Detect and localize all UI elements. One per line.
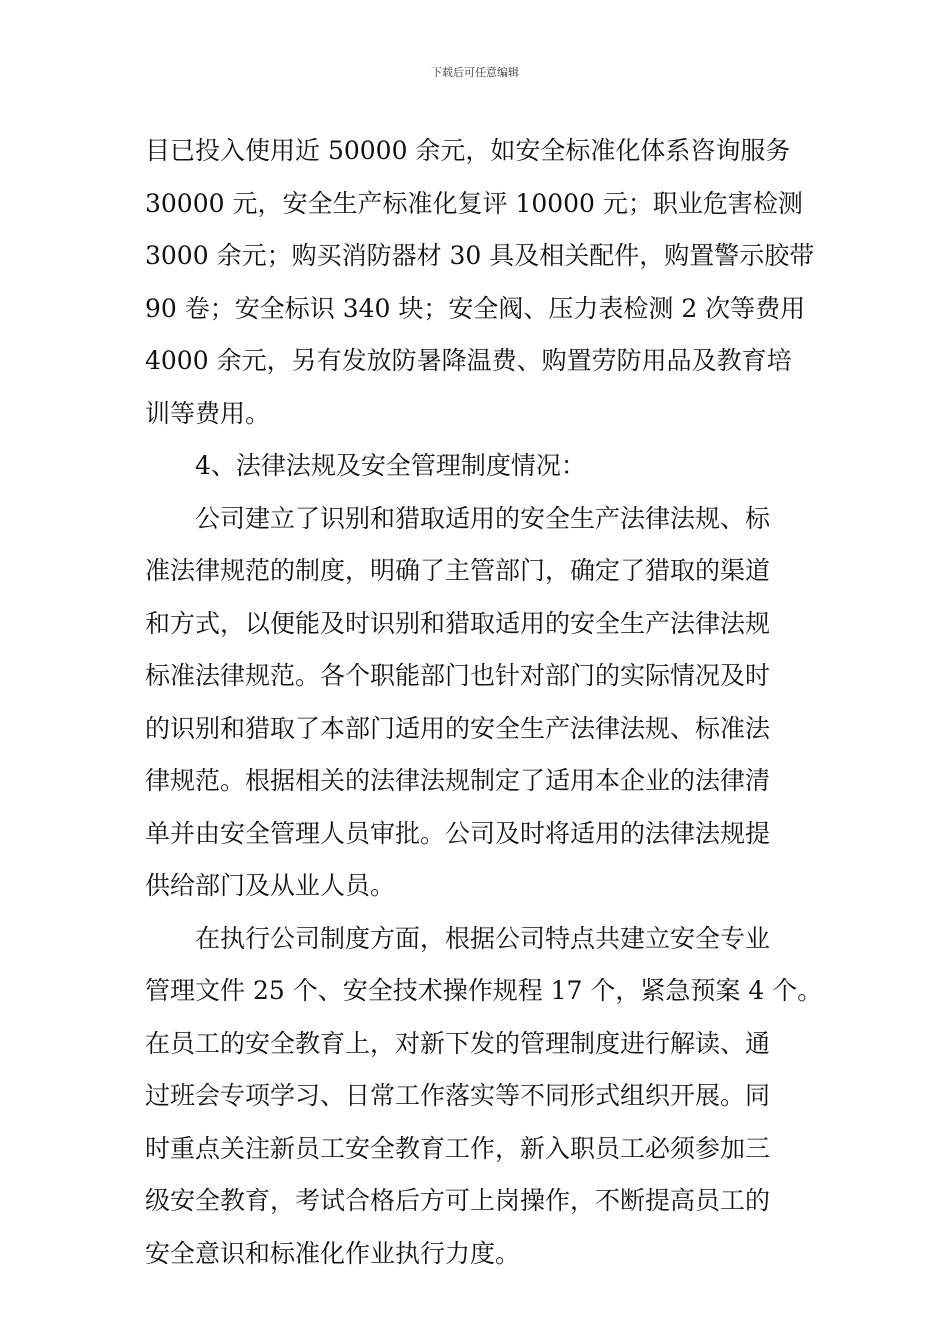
text-line: 安全意识和标准化作业执行力度。 [145,1238,521,1268]
text-line: 3000 余元；购买消防器材 30 具及相关配件，购置警示胶带 [145,241,815,270]
text-line: 30000 元，安全生产标准化复评 10000 元；职业危害检测 [145,188,803,218]
text-line: 90 卷；安全标识 340 块；安全阀、压力表检测 2 次等费用 [145,293,806,323]
text-line: 供给部门及从业人员。 [145,871,396,900]
text-line: 公司建立了识别和猎取适用的安全生产法律法规、标 [195,503,771,533]
text-line: 4000 余元，另有发放防暑降温费、购置劳防用品及教育培 [145,346,792,375]
text-line: 在员工的安全教育上，对新下发的管理制度进行解读、通 [145,1028,771,1058]
text-line: 和方式，以便能及时识别和猎取适用的安全生产法律法规 [145,608,771,638]
text-line: 在执行公司制度方面，根据公司特点共建立安全专业 [195,923,771,953]
text-line: 过班会专项学习、日常工作落实等不同形式组织开展。同 [145,1081,771,1110]
text-line: 单并由安全管理人员审批。公司及时将适用的法律法规提 [145,818,771,848]
text-line: 标准法律规范。各个职能部门也针对部门的实际情况及时 [145,661,771,690]
section-heading: 4、法律法规及安全管理制度情况： [195,451,586,480]
text-line: 时重点关注新员工安全教育工作，新入职员工必须参加三 [145,1133,771,1163]
text-line: 训等费用。 [145,398,271,428]
text-line: 准法律规范的制度，明确了主管部门，确定了猎取的渠道 [145,556,771,585]
text-line: 级安全教育，考试合格后方可上岗操作，不断提高员工的 [145,1186,771,1215]
text-line: 目已投入使用近 50000 余元，如安全标准化体系咨询服务 [145,136,791,165]
text-line: 管理文件 25 个、安全技术操作规程 17 个，紧急预案 4 个。 [145,976,823,1005]
document-body [145,125,823,1280]
page-header: 下载后可任意编辑 [431,66,519,79]
text-line: 律规范。根据相关的法律法规制定了适用本企业的法律清 [145,766,771,795]
text-line: 的识别和猎取了本部门适用的安全生产法律法规、标准法 [145,713,771,743]
